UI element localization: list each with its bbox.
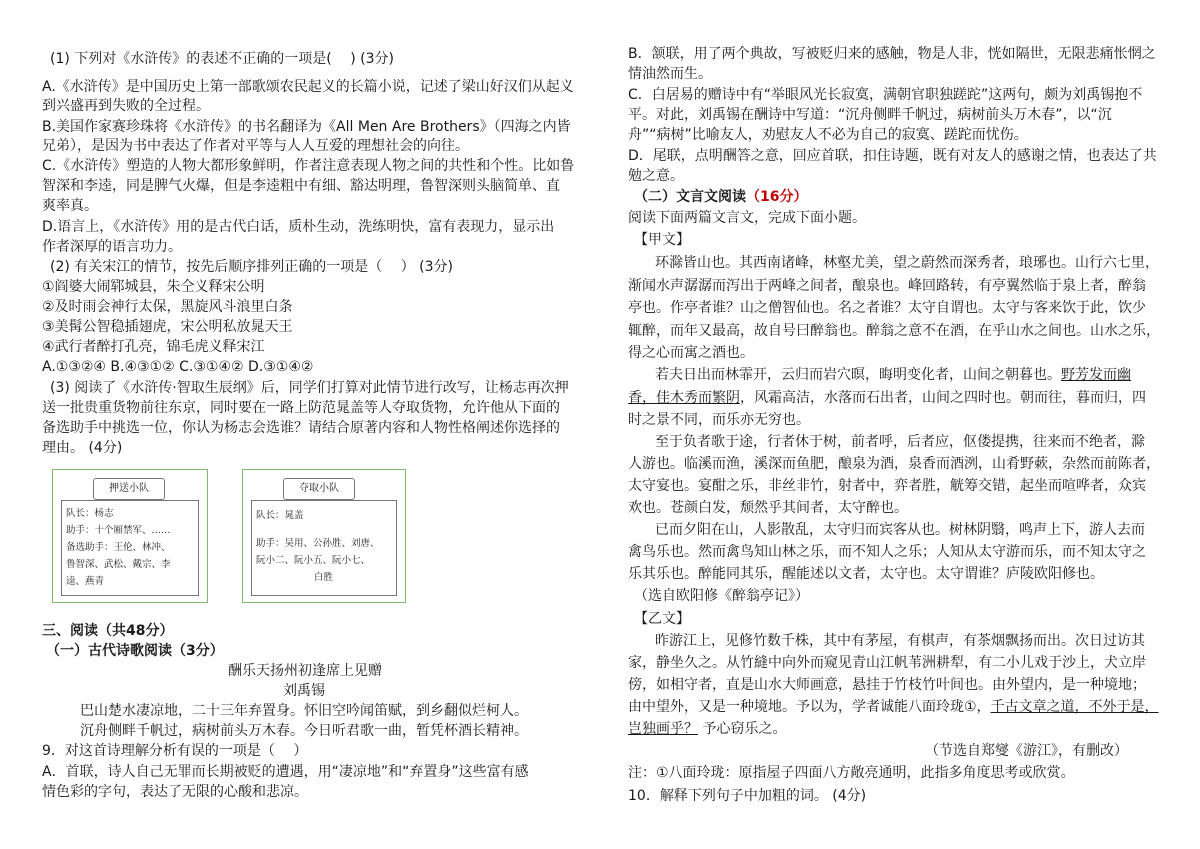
q9-option-d-cont: 勉之意。 [628, 168, 684, 184]
yi-paragraph-line [628, 697, 1159, 717]
q9-option-d: D．尾联，点明酬答之意，回应首联，扣住诗题，既有对友人的感谢之情，也表达了共 [628, 148, 1157, 164]
section-2-heading [634, 187, 807, 207]
q1-option-c-cont: 智深和李逵，同是脾气火爆，但是李逵粗中有细、豁达明理，鲁智深则头脑简单、直 [42, 178, 560, 194]
q3-stem: (3) 阅读了《水浒传·智取生辰纲》后，同学们打算对此情节进行改写，让杨志再次押 [50, 380, 569, 396]
seize-team-helpers-cont: 阮小二、阮小五、阮小七、 [256, 555, 371, 566]
seize-team-members [251, 500, 397, 596]
q2-item-3: ③美髯公智稳插翅虎，宋公明私放晁天王 [42, 319, 293, 335]
jia-paragraph-line: 乐其乐也。醉能同其乐，醒能述以文者，太守也。太守谓谁？庐陵欧阳修也。 [628, 566, 1104, 582]
q9-stem: 9．对这首诗理解分析有误的一项是（ ） [42, 743, 308, 759]
q2-choices: A.①③②④ B.④③①② C.③①④② D.③①④② [42, 359, 314, 375]
yi-paragraph-line: 傍，如相守者，直是山水大师画意，悬挂于竹枝竹叶间也。由外望内，是一种境地； [628, 677, 1146, 693]
jia-paragraph-line: 环滁皆山也。其西南诸峰，林壑尤美，望之蔚然而深秀者，琅琊也。山行六七里， [655, 255, 1159, 271]
poem-line-2: 沉舟侧畔千帆过，病树前头万木春。今日听君歌一曲，暂凭杯酒长精神。 [80, 723, 528, 739]
q3-stem-cont2: 备选助手中挑选一位，你认为杨志会选谁？请结合原著内容和人物性格阐述你选择的 [42, 420, 560, 436]
q1-option-c: C.《水浒传》塑造的人物大都形象鲜明，作者注意表现人物之间的共性和个性。比如鲁 [42, 158, 575, 174]
section-3a-heading: （一）古代诗歌阅读（3分） [46, 643, 224, 659]
escort-team-candidates: 备选助手：王伦、林冲、 [66, 542, 171, 553]
q9-option-b: B．颔联，用了两个典故，写被贬归来的感触，物是人非，恍如隔世，无限悲痛怅惘之 [628, 46, 1156, 62]
q9-option-c-cont2: 舟”“病树”比喻友人，劝慰友人不必为自己的寂寞、蹉跎而忧伤。 [628, 127, 1028, 143]
q1-option-c-cont2: 爽率真。 [42, 198, 98, 214]
seize-team-leader: 队长：晁盖 [256, 510, 304, 521]
q10-stem: 10．解释下列句子中加粗的词。 (4分) [628, 788, 867, 804]
q3-stem-cont: 送一批贵重货物前往东京，同时要在一路上防范晁盖等人夺取货物，允许他从下面的 [42, 400, 560, 416]
escort-team-title: 押送小队 [93, 478, 165, 500]
underlined-sentence: 岂独画乎？ [628, 721, 698, 737]
jia-paragraph-line: 辄醉，而年又最高，故自号曰醉翁也。醉翁之意不在酒，在乎山水之间也。山水之乐， [628, 323, 1160, 339]
q1-option-b: B.美国作家赛珍珠将《水浒传》的书名翻译为《All Men Are Brothers》（四海之内皆 [42, 119, 571, 135]
yi-source: （节选自郑燮《游江》，有删改） [925, 743, 1128, 759]
q1-stem: (1) 下列对《水浒传》的表述不正确的一项是( ) (3分) [50, 51, 394, 67]
section-3-heading: 三、阅读（共48分） [42, 623, 174, 639]
underlined-sentence: 野芳发而幽 [1061, 367, 1131, 383]
jia-paragraph-line: 得之心而寓之酒也。 [628, 345, 754, 361]
q1-option-d-cont: 作者深厚的语言功力。 [42, 239, 182, 255]
escort-team-members [61, 500, 199, 596]
q9-option-a-cont: 情色彩的字句，表达了无限的心酸和悲凉。 [42, 784, 308, 800]
underlined-sentence: 香，佳木秀而繁阴 [628, 390, 740, 406]
poem-author: 刘禹锡 [283, 683, 325, 699]
jia-paragraph-line: 欢也。苍颜白发，颓然乎其间者，太守醉也。 [628, 500, 908, 516]
yi-paragraph-line [628, 719, 786, 739]
jia-paragraph-line: 人游也。临溪而渔，溪深而鱼肥，酿泉为酒，泉香而酒洌，山肴野蔌，杂然而前陈者， [628, 456, 1160, 472]
jia-paragraph-line: 至于负者歌于途，行者休于树，前者呼，后者应，伛偻提携，往来而不绝者，滁 [655, 434, 1145, 450]
q9-option-b-cont: 情油然而生。 [628, 66, 712, 82]
q2-item-4: ④武行者醉打孔亮，锦毛虎义释宋江 [42, 339, 265, 355]
yi-paragraph-line: 家，静坐久之。从竹縫中向外而窥见青山江帆苇洲耕犁，有二小儿戏于沙上，犬立岸 [628, 655, 1146, 671]
q1-option-b-cont: 兄弟），是因为书中表达了作者对平等与人人互爱的理想社会的向往。 [42, 138, 469, 154]
section-2-score: （16分） [746, 189, 808, 205]
q9-option-a: A．首联，诗人自己无罪而长期被贬的遭遇，用“凄凉地”和“弃置身”这些富有感 [42, 764, 529, 780]
seize-team-title: 夺取小队 [283, 478, 355, 500]
yi-paragraph-line: 昨游江上，见修竹数千株，其中有茅屋，有棋声，有茶烟飘扬而出。次日过访其 [655, 633, 1145, 649]
text-yi-label: 【乙文】 [634, 611, 690, 627]
jia-source: （选自欧阳修《醉翁亭记》） [634, 588, 809, 604]
jia-paragraph-line: 禽鸟乐也。然而禽鸟知山林之乐，而不知人之乐；人知从太守游而乐，而不知太守之 [628, 544, 1146, 560]
jia-paragraph-line [655, 365, 1131, 385]
seize-team-card [242, 469, 406, 603]
q1-option-a-cont: 到兴盛再到失败的全过程。 [42, 98, 210, 114]
section-2-title: （二）文言文阅读 [634, 189, 746, 205]
q2-item-2: ②及时雨会神行太保，黑旋风斗浪里白条 [42, 299, 293, 315]
q2-item-1: ①阎婆大闹郓城县，朱仝义释宋公明 [42, 279, 265, 295]
footnote: 注：①八面玲珑：原指屋子四面八方敞亮通明，此指多角度思考或欣赏。 [628, 765, 1075, 781]
jia-paragraph-line: 时之景不同，而乐亦无穷也。 [628, 412, 810, 428]
jia-paragraph-line: 亭也。作亭者谁？山之僧智仙也。名之者谁？太守自谓也。太守与客来饮于此，饮少 [628, 300, 1146, 316]
poem-line-1: 巴山楚水凄凉地，二十三年弃置身。怀旧空吟闻笛赋，到乡翻似烂柯人。 [80, 703, 528, 719]
text-jia-label: 【甲文】 [634, 232, 690, 248]
q9-option-c: C．白居易的赠诗中有“举眼风光长寂寞，满朝官职独蹉跎”这两句，颇为刘禹锡抱不 [628, 87, 1143, 103]
jia-paragraph-line: 太守宴也。宴酣之乐，非丝非竹，射者中，弈者胜，觥筹交错，起坐而喧哗者，众宾 [628, 478, 1146, 494]
seize-team-helpers: 助手：吴用、公孙胜、刘唐、 [256, 538, 380, 549]
q3-stem-cont3: 理由。 (4分) [42, 440, 123, 456]
reading-instruction: 阅读下面两篇文言文，完成下面小题。 [628, 210, 866, 226]
escort-team-leader: 队长：杨志 [66, 508, 114, 519]
jia-text: ，风霜高洁，水落而石出者，山间之四时也。朝而往，暮而归，四 [740, 390, 1146, 406]
seize-team-helpers-cont2: 白胜 [314, 572, 334, 583]
poem-title: 酬乐天扬州初逢席上见赠 [228, 663, 382, 679]
q9-option-c-cont: 平。对此，刘禹锡在酬诗中写道：“沉舟侧畔千帆过，病树前头万木春”，以“沉 [628, 107, 1112, 123]
yi-text: 予心窃乐之。 [702, 721, 787, 737]
jia-text: 若夫日出而林霏开，云归而岩穴暝，晦明变化者，山间之朝暮也。 [655, 367, 1061, 383]
q2-stem: (2) 有关宋江的情节，按先后顺序排列正确的一项是（ ） (3分) [50, 259, 454, 275]
escort-team-card [52, 469, 208, 603]
q1-option-d: D.语言上，《水浒传》用的是古代白话，质朴生动，洗练明快，富有表现力，显示出 [42, 219, 555, 235]
underlined-sentence: 千古文章之道，不外于是， [990, 699, 1159, 715]
yi-text: 由中望外，又是一种境地。予以为，学者诚能八面玲珑①， [628, 699, 991, 715]
jia-paragraph-line: 渐闻水声潺潺而泻出于两峰之间者，酿泉也。峰回路转，有亭翼然临于泉上者，醉翁 [628, 278, 1146, 294]
escort-team-helpers: 助手：十个厢禁军、…… [66, 525, 171, 536]
escort-team-candidates-cont: 鲁智深、武松、戴宗、李 [66, 559, 171, 570]
escort-team-candidates-cont2: 逵、燕青 [66, 576, 105, 587]
q1-option-a: A.《水浒传》是中国历史上第一部歌颂农民起义的长篇小说，记述了梁山好汉们从起义 [42, 79, 574, 95]
jia-paragraph-line [628, 388, 1146, 408]
jia-paragraph-line: 已而夕阳在山，人影散乱，太守归而宾客从也。树林阴翳，鸣声上下，游人去而 [655, 522, 1145, 538]
